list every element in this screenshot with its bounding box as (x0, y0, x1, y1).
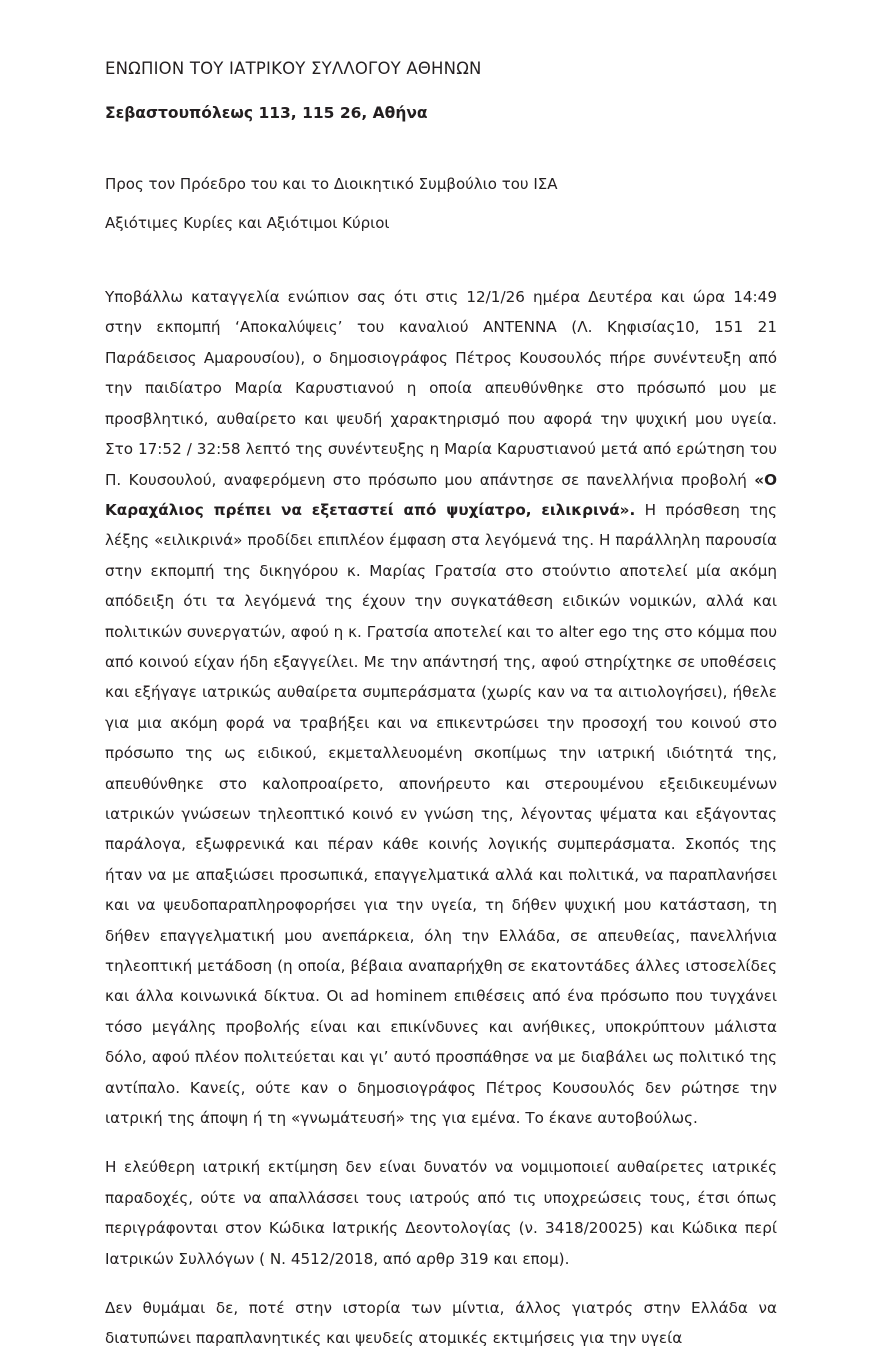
body-paragraph-2: Η ελεύθερη ιατρική εκτίμηση δεν είναι δυνατόν να νομιμοποιεί αυθαίρετες ιατρικές παραδοχές, ούτε να απαλλάσσει τους ιατρούς από τις υποχρεώσεις τους, έτσι όπως περιγράφονται στον Κώδικα Ιατρικής Δεοντολογίας (ν. 3418/20025) και Κώδικα περί Ιατρικών Συλλόγων ( Ν. 4512/2018, από αρθρ 319 και επομ). (105, 1158, 777, 1268)
body-paragraph-3: Δεν θυμάμαι δε, ποτέ στην ιστορία των μίντια, άλλος γιατρός στην Ελλάδα να διατυπώνει παραπλανητικές και ψευδείς ατομικές εκτιμήσεις για την υγεία (105, 1299, 777, 1348)
recipient-block (105, 124, 777, 234)
document-body (105, 233, 777, 1354)
paragraph-1-segment-before-quote: Υποβάλλω καταγγελία ενώπιον σας ότι στις 12/1/26 ημέρα Δευτέρα και ώρα 14:49 στην εκπομπή ‘Αποκαλύψεις’ του καναλιού ΑΝΤΕΝΝΑ (Λ. Κηφισίας10, 151 21 Παράδεισος Αμαρουσίου), ο δημοσιογράφος Πέτρος Κουσουλός πήρε συνέντευξη από την παιδίατρο Μαρία Καρυστιανού η οποία απευθύνθηκε στο πρόσωπό μου με προσβλητικό, αυθαίρετο και ψευδή χαρακτηρισμό που αφορά την ψυχική μου υγεία. Στο 17:52 / 32:58 λεπτό της συνέντευξης η Μαρία Καρυστιανού μετά από ερώτηση του Π. Κουσουλού, αναφερόμενη στο πρόσωπο μου απάντησε σε πανελλήνια προβολή (105, 288, 777, 489)
document-content (105, 0, 777, 1354)
recipient-addressee: Προς τον Πρόεδρο του και το Διοικητικό Συμβούλιο του ΙΣΑ (105, 174, 558, 193)
page-title: ΕΝΩΠΙΟΝ ΤΟΥ ΙΑΤΡΙΚΟΥ ΣΥΛΛΟΓΟΥ ΑΘΗΝΩΝ (105, 59, 482, 78)
recipient-address: Σεβαστουπόλεως 113, 115 26, Αθήνα (105, 104, 428, 123)
paragraph-1-quoted-statement: «Ο Καραχάλιος πρέπει να εξεταστεί από ψυχίατρο, ειλικρινά». (105, 470, 777, 519)
body-paragraph-1 (105, 282, 777, 1133)
paragraph-1-segment-after-quote: Η πρόσθεση της λέξης «ειλικρινά» προδίδει επιπλέον έμφαση στα λεγόμενά της. Η παράλληλη παρουσία στην εκπομπή της δικηγόρου κ. Μαρίας Γρατσία στο στούντιο αποτελεί μία ακόμη απόδειξη ότι τα λεγόμενά της έχουν την συγκατάθεση ειδικών νομικών, αλλά και πολιτικών συνεργατών, αφού η κ. Γρατσία αποτελεί και το alter ego της στο κόμμα που από κοινού είχαν ήδη εξαγγείλει. Με την απάντησή της, αφού στηρίχτηκε σε υποθέσεις και εξήγαγε ιατρικώς αυθαίρετα συμπεράσματα (χωρίς καν να τα αιτιολογήσει), ήθελε για μια ακόμη φορά να τραβήξει και να επικεντρώσει την προσοχή του κοινού στο πρόσωπο της ως ειδικού, εκμεταλλευομένη σκοπίμως την ιατρική ιδιότητά της, απευθύνθηκε στο καλοπροαίρετο, απονήρευτο και στερουμένου εξειδικευμένων ιατρικών γνώσεων τηλεοπτικό κοινό εν γνώση της, λέγοντας ψέματα και εξάγοντας παράλογα, εξωφρενικά και πέραν κάθε κοινής λογικής συμπεράσματα. Σκοπός της ήταν να με απαξιώσει προσωπικά, επαγγελματικά αλλά και πολιτικά, να παραπλανήσει και να ψευδοπαραπληροφορήσει για την υγεία, τη δήθεν ψυχική μου κατάσταση, τη δήθεν επαγγελματική μου ανεπάρκεια, όλη την Ελλάδα, σε απευθείας, πανελλήνια τηλεοπτική μετάδοση (η οποία, βέβαια αναπαρήχθη σε εκατοντάδες άλλες ιστοσελίδες και άλλα κοινωνικά δίκτυα. Οι ad hominem επιθέσεις από ένα πρόσωπο που τυγχάνει τόσο μεγάλης προβολής είναι και επικίνδυνες και ανήθικες, υποκρύπτουν μάλιστα δόλο, αφού πλέον πολιτεύεται και γι’ αυτό προσπάθησε να με διαβάλει ως πολιτικό της αντίπαλο. Κανείς, ούτε καν ο δημοσιογράφος Πέτρος Κουσουλός δεν ρώτησε την ιατρική της άποψη ή τη «γνωμάτευσή» της για εμένα. Το έκανε αυτοβούλως. (105, 500, 777, 1128)
recipient-salutation: Αξιότιμες Κυρίες και Αξιότιμοι Κύριοι (105, 213, 390, 232)
